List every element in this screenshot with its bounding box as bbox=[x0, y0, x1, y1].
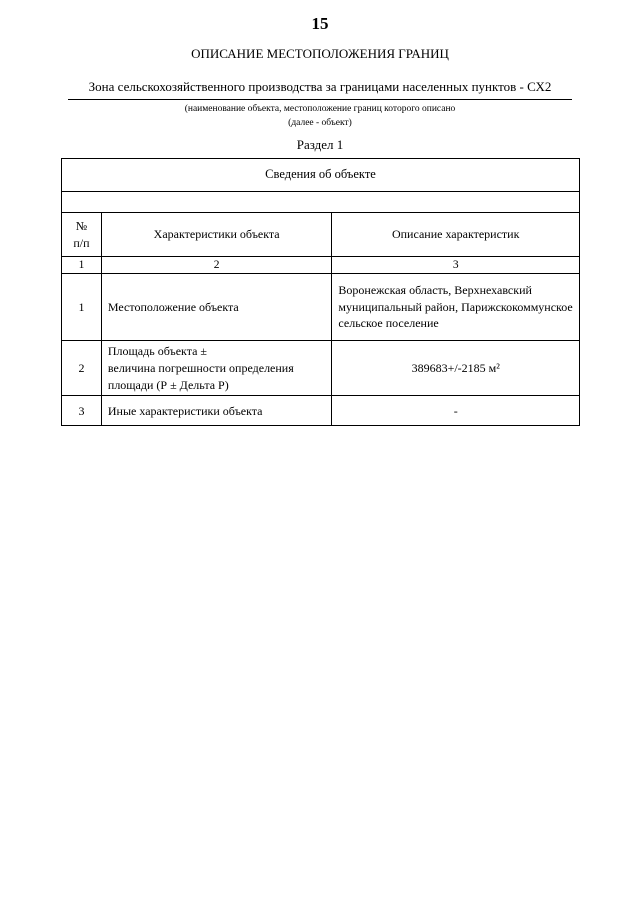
row-num: 1 bbox=[62, 274, 102, 341]
table-row bbox=[62, 341, 580, 396]
row-description: 389683+/-2185 м² bbox=[332, 341, 580, 396]
blank-cell bbox=[62, 192, 580, 213]
page-number: 15 bbox=[311, 14, 329, 33]
column-number: 1 bbox=[62, 257, 102, 274]
column-headers-row bbox=[62, 213, 580, 257]
table-blank-row bbox=[62, 192, 580, 213]
object-info-table bbox=[61, 158, 580, 426]
object-caption-line1: (наименование объекта, местоположение границ которого описано bbox=[184, 104, 456, 114]
object-caption-line2: (далее - объект) bbox=[288, 118, 352, 128]
column-header-characteristic: Характеристики объекта bbox=[101, 213, 332, 257]
column-number: 3 bbox=[332, 257, 580, 274]
column-header-description: Описание характеристик bbox=[332, 213, 580, 257]
row-num: 2 bbox=[62, 341, 102, 396]
column-header-num: № п/п bbox=[62, 213, 102, 257]
section-title: Раздел 1 bbox=[296, 137, 344, 152]
row-description: Воронежская область, Верхнехавский муниципальный район, Парижскокоммунское сельское поселение bbox=[332, 274, 580, 341]
row-characteristic: Иные характеристики объекта bbox=[101, 396, 332, 426]
row-description: - bbox=[332, 396, 580, 426]
table-row bbox=[62, 396, 580, 426]
row-num: 3 bbox=[62, 396, 102, 426]
table-header: Сведения об объекте bbox=[62, 159, 580, 192]
column-number: 2 bbox=[101, 257, 332, 274]
document-title: ОПИСАНИЕ МЕСТОПОЛОЖЕНИЯ ГРАНИЦ bbox=[191, 46, 449, 61]
zone-name: Зона сельскохозяйственного производства за границами населенных пунктов - СХ2 bbox=[68, 79, 572, 100]
column-numbers-row bbox=[62, 257, 580, 274]
table-header-row bbox=[62, 159, 580, 192]
row-characteristic: Местоположение объекта bbox=[101, 274, 332, 341]
row-characteristic: Площадь объекта ± величина погрешности определения площади (Р ± Дельта Р) bbox=[101, 341, 332, 396]
table-row bbox=[62, 274, 580, 341]
